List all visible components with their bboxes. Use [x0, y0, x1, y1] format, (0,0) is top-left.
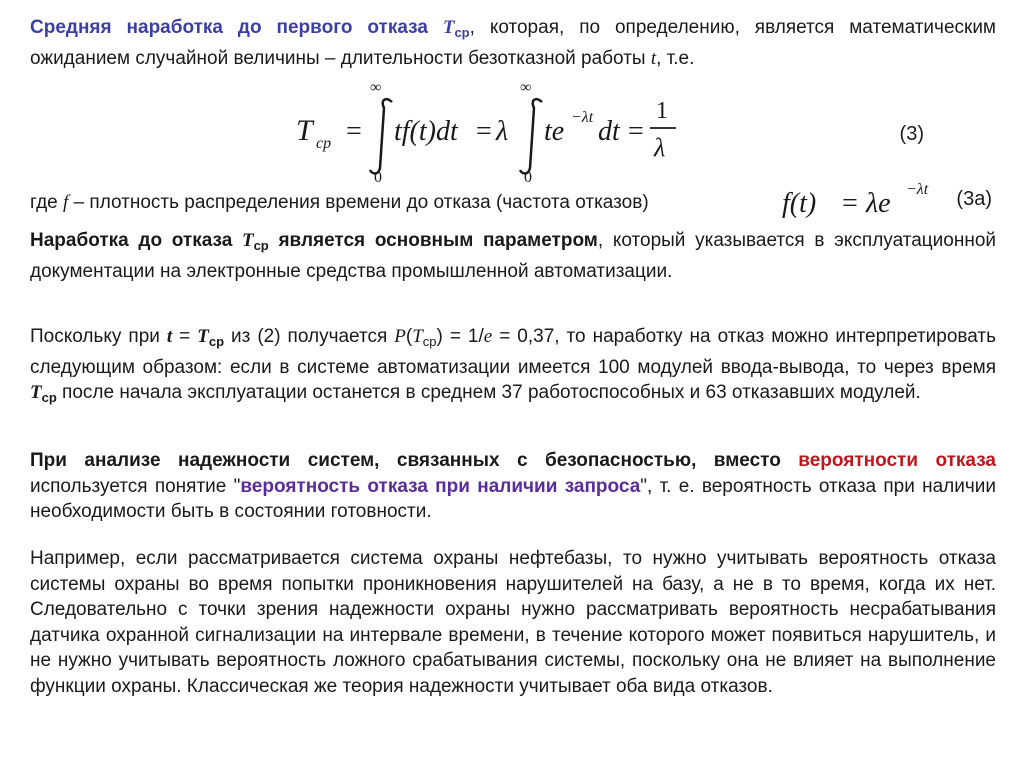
formula-lambda: λ	[496, 116, 509, 147]
definition-tail: , т.е.	[656, 47, 695, 69]
symbol-t-cp-3: $T_{ср}$	[197, 326, 225, 349]
symbol-t-cp-4: $T_{ср}$	[412, 326, 437, 349]
paragraph-main-parameter: Наработка до отказа $T_{ср}$ является основным параметром, который указывается в эксплуатационной документации на электронные средства промышленной автоматизации.	[30, 230, 997, 282]
integrand-2-exp: −λt	[571, 109, 594, 126]
integrand-2b: dt	[598, 116, 620, 147]
formula-eq-3: =	[628, 116, 644, 147]
formula-lhs: T	[296, 114, 313, 147]
paragraph-example: Например, если рассматривается система охраны нефтебазы, то нужно учитывать вероятность отказа системы охраны во время попытки проникновения нарушителей на базу, а не в то время, когда их нет. Следовательно с точки зрения надежности охраны нужно рассматривать вероятность несрабатывания датчика охранной сигнализации на интервале времени, в течение которого может появиться нарушитель, и не нужно учитывать вероятность ложного срабатывания системы, поскольку она не влияет на выполнение функции охраны. Классическая же теория надежности учитывает оба вида отказов.	[30, 548, 996, 697]
highlight-demand-probability: вероятность отказа при наличии запроса	[240, 475, 641, 497]
equation-label-3: (3)	[899, 123, 924, 145]
symbol-t-cp-2: $T_{ср}$	[241, 230, 269, 253]
integral-2-lower: 0	[524, 169, 532, 186]
formula-eq-2: =	[476, 116, 492, 147]
symbol-e: e	[483, 326, 493, 347]
formula-eq-1: =	[346, 116, 362, 147]
formula-3	[260, 78, 680, 186]
integral-2-upper: ∞	[520, 79, 532, 96]
heading-mean-time: Средняя наработка до первого отказа	[30, 17, 443, 38]
equation-label-3a: (3а)	[956, 188, 992, 210]
integrand-2a: te	[544, 116, 565, 147]
paragraph-safety: При анализе надежности систем, связанных с безопасностью, вместо вероятности отказа используется понятие "вероятность отказа при наличии запроса", т. е. вероятность отказа при наличии необходимости быть в состоянии готовности.	[30, 450, 997, 522]
paragraph-definition	[30, 15, 996, 71]
fraction-num: 1	[656, 98, 668, 124]
fraction-den: λ	[654, 133, 666, 162]
symbol-P: P	[394, 326, 406, 347]
paragraph-density	[30, 181, 996, 220]
integral-1-sign	[370, 99, 392, 173]
formula-3a	[782, 178, 972, 218]
formula-3a-lhs: f(t)	[782, 188, 817, 218]
formula-3a-rhs: λe	[866, 188, 891, 218]
formula-3a-exp: −λt	[906, 181, 929, 198]
highlight-failure-probability: вероятности отказа	[798, 450, 996, 471]
paragraph-interpretation: Поскольку при $t = T_{ср}$ из (2) получается $P(T_{ср}) = 1/e = 0,37$, то наработку на отказ можно интерпретировать следующим образом: если в системе автоматизации имеется 100 модулей ввода-вывода, то через время $T_{ср}$ после начала эксплуатации останется в среднем 37 работоспособных и 63 отказавших модулей.	[30, 326, 997, 405]
symbol-t-cp-5: $T_{ср}$	[30, 382, 57, 405]
integral-1-upper: ∞	[370, 79, 382, 96]
formula-3a-eq: =	[842, 188, 858, 218]
formula-lhs-sub: cp	[316, 135, 332, 152]
symbol-t-bold: t	[166, 326, 173, 347]
integral-1-lower: 0	[374, 169, 382, 186]
symbol-t-cp: $T_{ср}$	[442, 17, 470, 40]
symbol-t: t	[650, 47, 657, 69]
formula-3-block	[30, 78, 996, 186]
integral-2-sign	[520, 99, 542, 173]
density-text: где f – плотность распределения времени до отказа (частота отказов)	[30, 192, 649, 213]
integrand-1: tf(t)dt	[394, 116, 458, 147]
symbol-f: f	[63, 192, 69, 213]
definition-text: , которая, по определению, является математическим ожиданием случайной величины – длительности безотказной работы	[30, 17, 996, 69]
